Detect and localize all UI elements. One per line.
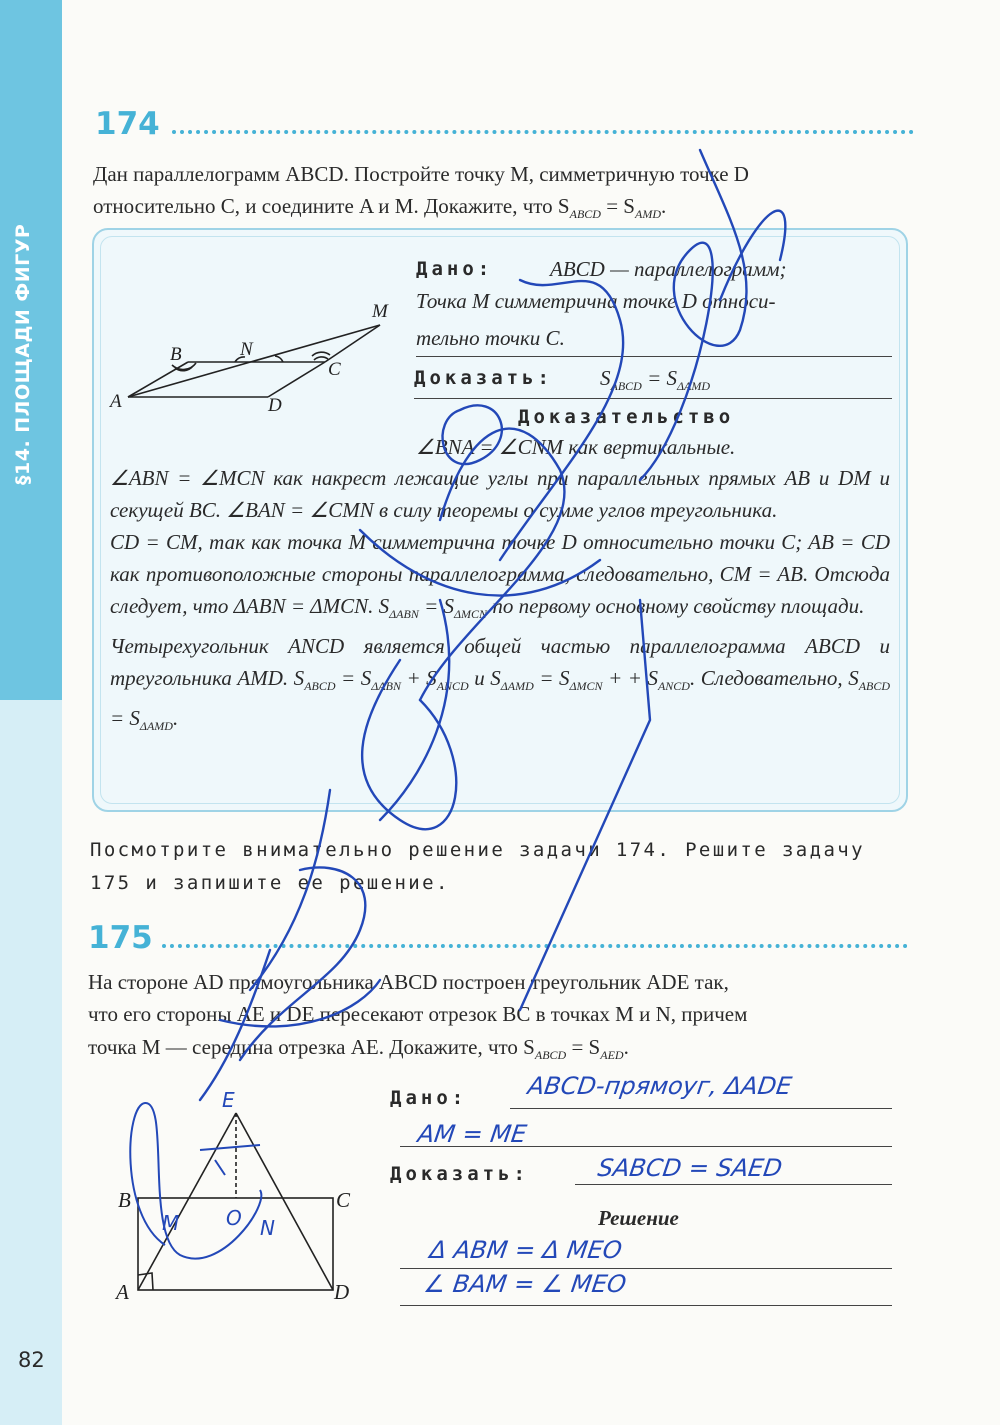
handwritten-solution-2: ∠ BAM = ∠ MEO xyxy=(422,1270,628,1298)
given-174-line2: Точка M симметрична точке D относи- xyxy=(416,289,776,313)
task-175-number: 175 xyxy=(88,920,153,956)
point-o-label-175: O xyxy=(226,1206,242,1230)
task-175-line3: точка M — середина отрезка AE. Докажите, что $S_{ABCD} = S_{AED}$. xyxy=(88,1035,629,1063)
task-174-statement-line1: Дан параллелограмм ABCD. Постройте точку M, симметричную точке D xyxy=(93,162,749,186)
handwritten-prove: SABCD = SAED xyxy=(596,1154,784,1182)
given-label-175: Дано: xyxy=(390,1087,468,1109)
given-174-line3: тельно точки C. xyxy=(416,326,565,350)
point-a-label: A xyxy=(110,391,122,412)
proof-174-first: ∠BNA = ∠CNM как вертикальные. xyxy=(416,435,736,459)
solution-label-175: Решение xyxy=(598,1206,679,1230)
point-b-label-175: B xyxy=(118,1188,131,1212)
prove-174-value: $S_{ABCD} = S_{\Delta AMD}$ xyxy=(600,366,711,394)
instruction-line1: Посмотрите внимательно решение задачи 174. Решите задачу xyxy=(90,839,865,861)
point-d-label-175: D xyxy=(334,1280,350,1304)
task-174-number: 174 xyxy=(95,106,160,142)
handwritten-given-1: ABCD-прямоуг, ΔADE xyxy=(526,1072,794,1100)
given-label-174: Дано: xyxy=(416,258,494,280)
point-n-label-175: N xyxy=(260,1216,275,1240)
prove-label-174: Доказать: xyxy=(414,367,553,389)
point-d-label: D xyxy=(268,395,282,416)
proof-174-p2: CD = CM, так как точка M симметрична точке D относительно точки C; AB = CD как противоположные стороны параллелограмма, следовательно, CM = AB. Отсюда следует, что ΔABN = ΔMCN. $S_{\Delta ABN} = S_{\Delta MCN}$ по первому основному свойству площади. xyxy=(110,530,890,622)
point-b-label: B xyxy=(170,344,182,365)
point-m-label-175: M xyxy=(162,1211,180,1235)
handwritten-given-2: AM = ME xyxy=(416,1120,529,1148)
proof-174-p3: Четырехугольник ANCD является общей частью параллелограмма ABCD и треугольника AMD. $S_{ABCD} = S_{\Delta ABN} + S_{ANCD}$ и $S_{\Delta AMD} = S_{\Delta MCN}$ + + $S_{ANCD}$. Следовательно, $S_{ABCD} = S_{\Delta AMD}$. xyxy=(110,634,891,734)
handwritten-solution-1: Δ ABM = Δ MEO xyxy=(428,1236,624,1264)
proof-label-174: Доказательство xyxy=(518,406,735,428)
task-175-line2: что его стороны AE и DE пересекают отрезок BC в точках M и N, причем xyxy=(88,1002,748,1026)
task-175-line1: На стороне AD прямоугольника ABCD построен треугольник ADE так, xyxy=(88,970,729,994)
page-number: 82 xyxy=(18,1348,45,1372)
given-174-line1: ABCD — параллелограмм; xyxy=(550,257,787,281)
point-m-label: M xyxy=(372,301,388,322)
point-e-label-175: E xyxy=(222,1088,235,1112)
task-174-statement-line2: относительно C, и соедините A и M. Докажите, что $S_{ABCD} = S_{AMD}$. xyxy=(93,194,667,222)
point-n-label: N xyxy=(240,339,253,360)
point-c-label: C xyxy=(328,359,341,380)
prove-label-175: Доказать: xyxy=(390,1163,529,1185)
proof-174-p1: ∠ABN = ∠MCN как накрест лежащие углы при параллельных прямых AB и DM и секущей BC. ∠BAN = ∠CMN в силу теоремы о сумме углов треугольника. xyxy=(110,466,890,522)
point-c-label-175: C xyxy=(336,1188,351,1212)
instruction-line2: 175 и запишите ее решение. xyxy=(90,872,450,894)
point-a-label-175: A xyxy=(116,1280,129,1304)
